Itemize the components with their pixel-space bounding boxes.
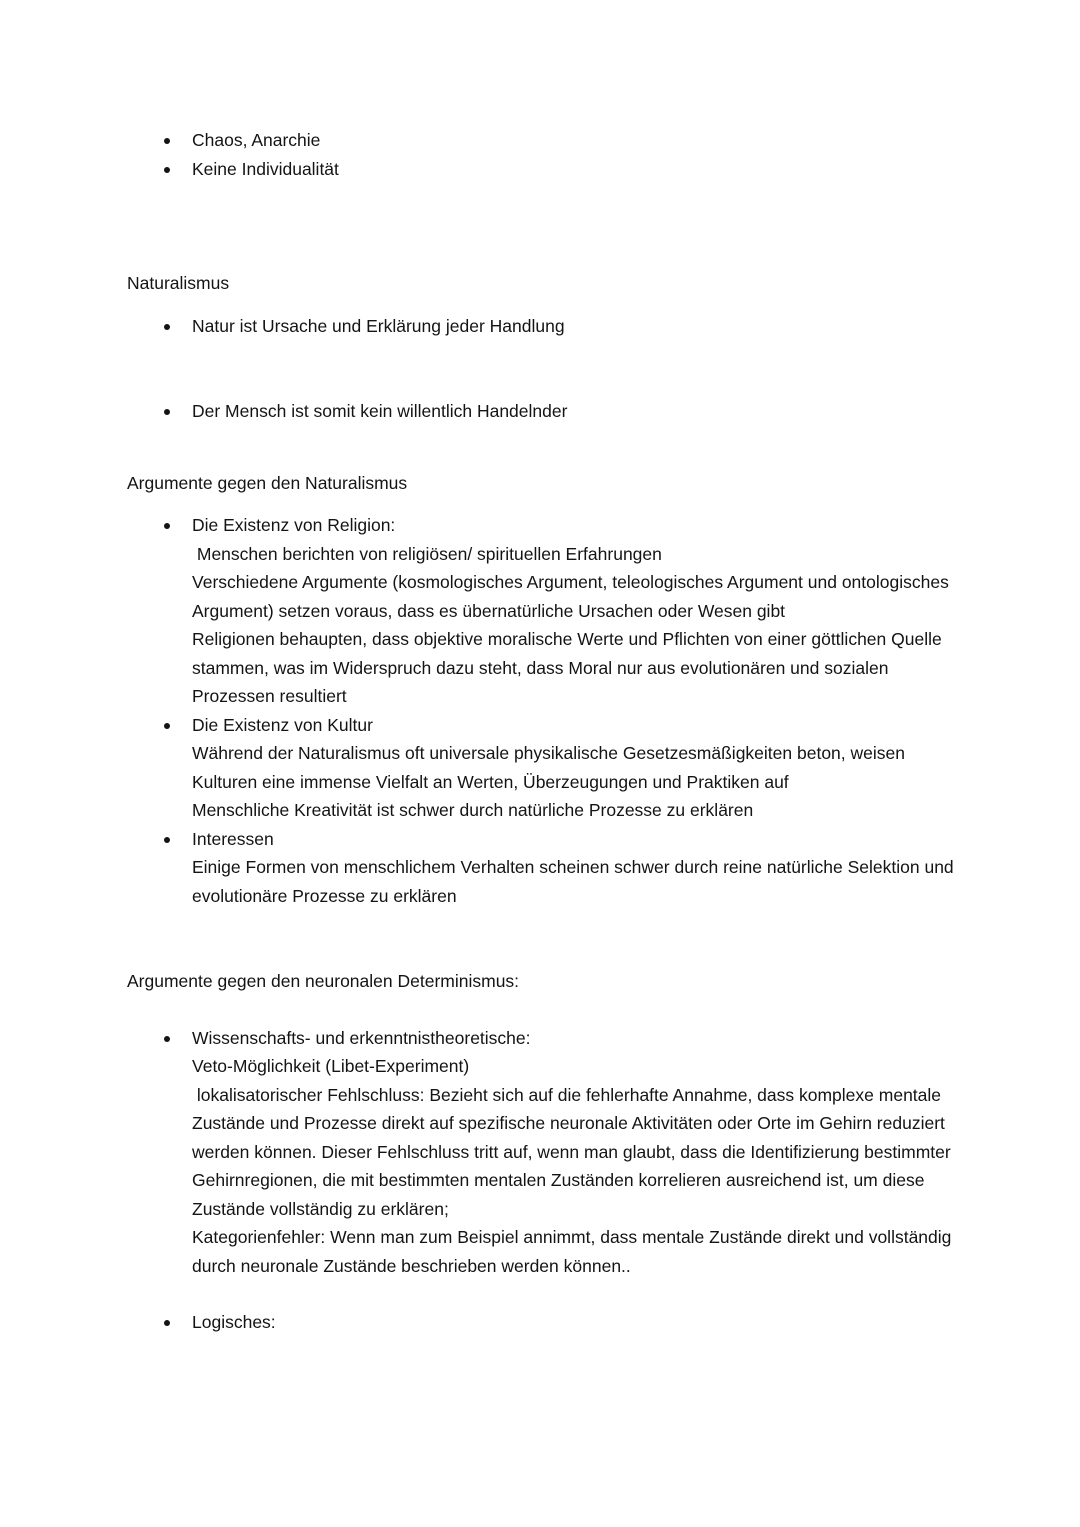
list-item-detail: lokalisatorischer Fehlschluss: Bezieht sich auf die fehlerhafte Annahme, dass komplexe mentale Zustände und Prozesse direkt auf spezifische neuronale Aktivitäten oder Orte im Gehirn reduziert werden können. Dieser Fehlschluss tritt auf, wenn man glaubt, dass die Identifizierung bestimmter Gehirnregionen, die mit bestimmten mentalen Zuständen korrelieren ausreichend ist, um diese Zustände vollständig zu erklären; — [192, 1084, 956, 1219]
list-item-detail: Während der Naturalismus oft universale physikalische Gesetzesmäßigkeiten beton, weisen Kulturen eine immense Vielfalt an Werten, Überzeugungen und Praktiken auf — [192, 743, 910, 792]
list-item — [127, 711, 957, 825]
spacer — [127, 497, 957, 511]
list-item — [127, 1308, 957, 1337]
spacer — [127, 1280, 957, 1308]
list-item-detail: Veto-Möglichkeit (Libet-Experiment) — [192, 1056, 470, 1076]
list-item-lead: Die Existenz von Religion: — [192, 515, 396, 535]
heading-gegen-determinismus: Argumente gegen den neuronalen Determinismus: — [127, 971, 520, 991]
spacer — [127, 298, 957, 312]
list-item-detail: Kategorienfehler: Wenn man zum Beispiel annimmt, dass mentale Zustände direkt und vollständig durch neuronale Zustände beschrieben werden können.. — [192, 1227, 957, 1276]
list-item-detail: Menschen berichten von religiösen/ spirituellen Erfahrungen — [192, 543, 662, 564]
list-item — [127, 511, 957, 711]
list-item-text: Natur ist Ursache und Erklärung jeder Handlung — [192, 315, 565, 336]
naturalismus-bullet-list-2 — [127, 397, 957, 426]
list-item — [127, 312, 957, 341]
list-item-detail: Menschliche Kreativität ist schwer durch natürliche Prozesse zu erklären — [192, 800, 754, 820]
list-item-lead: Wissenschafts- und erkenntnistheoretische: — [192, 1027, 531, 1048]
list-item-text: Chaos, Anarchie — [192, 130, 321, 150]
gegen-determinismus-list — [127, 1024, 957, 1281]
spacer — [127, 426, 957, 469]
gegen-naturalismus-list — [127, 511, 957, 910]
spacer — [127, 996, 957, 1024]
list-item-detail: Verschiedene Argumente (kosmologisches Argument, teleologisches Argument und ontologisches Argument) setzen voraus, dass es übernatürliche Ursachen oder Wesen gibt — [192, 572, 953, 621]
list-item — [127, 155, 957, 184]
heading-gegen-naturalismus: Argumente gegen den Naturalismus — [127, 472, 408, 493]
spacer — [127, 183, 957, 269]
list-item — [127, 1024, 957, 1281]
list-item — [127, 825, 957, 911]
gegen-determinismus-list-2 — [127, 1308, 957, 1337]
heading-naturalismus: Naturalismus — [127, 273, 230, 293]
list-item — [127, 126, 957, 155]
spacer — [127, 910, 957, 967]
top-bullet-list — [127, 126, 957, 183]
list-item-detail: Religionen behaupten, dass objektive moralische Werte und Pflichten von einer göttlichen Quelle stammen, was im Widerspruch dazu steht, dass Moral nur aus evolutionären und sozialen Prozessen resultiert — [192, 629, 947, 706]
list-item — [127, 397, 957, 426]
list-item-detail: Einige Formen von menschlichem Verhalten scheinen schwer durch reine natürliche Selektion und evolutionäre Prozesse zu erklären — [192, 857, 959, 906]
naturalismus-bullet-list — [127, 312, 957, 341]
list-item-lead: Die Existenz von Kultur — [192, 714, 373, 735]
list-item-text: Keine Individualität — [192, 158, 339, 179]
spacer — [127, 340, 957, 397]
list-item-lead: Logisches: — [192, 1312, 276, 1332]
list-item-text: Der Mensch ist somit kein willentlich Handelnder — [192, 401, 568, 421]
document-content — [127, 126, 957, 1337]
list-item-lead: Interessen — [192, 828, 274, 849]
